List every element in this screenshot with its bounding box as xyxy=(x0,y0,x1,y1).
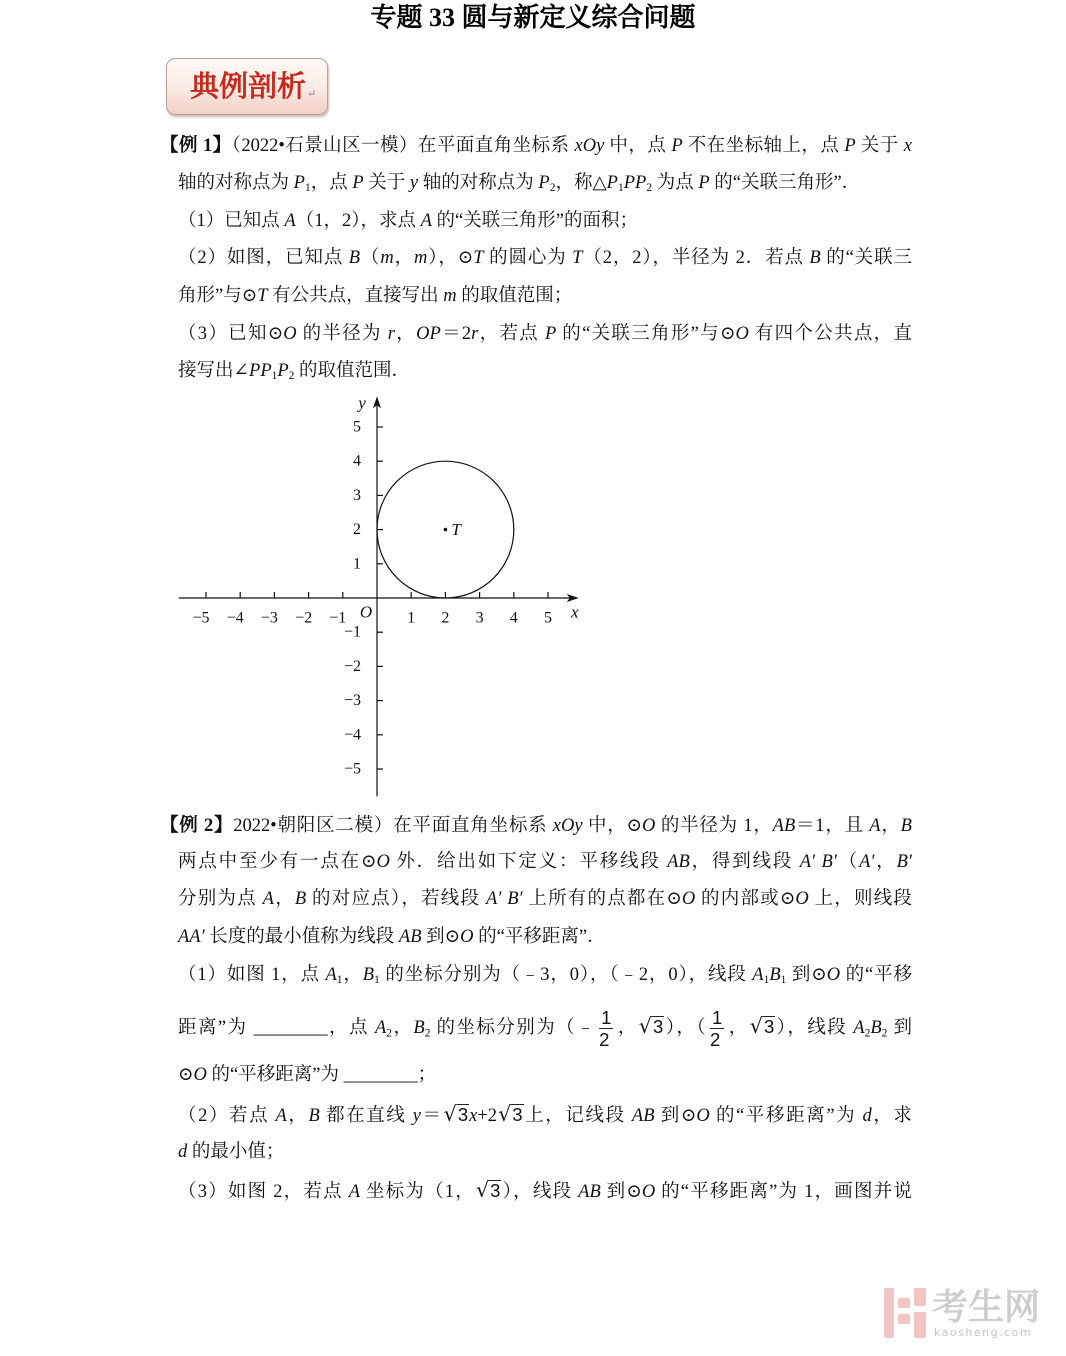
text-run: 的“关联三角形”与⊙ xyxy=(556,324,736,344)
italic-symbol: B xyxy=(809,248,821,268)
origin-label: O xyxy=(359,602,373,622)
text-run: （1，2），求点 xyxy=(295,211,421,231)
text-run: 的最小值； xyxy=(187,1142,285,1162)
italic-symbol: P xyxy=(277,361,289,381)
text-run: 有公共点，直接写出 xyxy=(267,286,444,306)
italic-symbol: A xyxy=(752,965,764,985)
italic-symbol: A xyxy=(420,211,432,231)
text-run: 到⊙ xyxy=(786,965,827,985)
italic-symbol: A xyxy=(348,1182,360,1202)
italic-symbol: y xyxy=(409,173,419,193)
italic-symbol: P xyxy=(545,324,557,344)
text-run: （ xyxy=(836,852,860,872)
text-run: 的“平移距离”为 xyxy=(709,1106,863,1126)
example1-line-1 xyxy=(160,131,912,161)
italic-symbol: y xyxy=(412,1106,421,1126)
text-run: 有四个公共点，直 xyxy=(748,324,912,344)
italic-symbol: B xyxy=(348,248,361,268)
radical-sign: √ xyxy=(638,1014,652,1039)
italic-symbol: T xyxy=(257,286,268,306)
text-run: ），⊙ xyxy=(427,248,474,268)
x-tick-label: 2 xyxy=(441,609,450,627)
text-run: 的“平移 xyxy=(840,965,912,985)
italic-symbol: O xyxy=(826,965,841,985)
text-run: （2）如图，已知点 xyxy=(178,248,349,268)
italic-symbol: P xyxy=(671,136,683,156)
subscript: 2 xyxy=(386,1027,393,1040)
kaosheng-logo-icon xyxy=(884,1288,926,1338)
italic-symbol: r xyxy=(387,324,395,344)
text-run: 分别为点 xyxy=(178,889,263,909)
text-run: 2022•朝阳区二模）在平面直角坐标系 xyxy=(233,816,553,836)
subscript: 1 xyxy=(374,974,380,987)
subscript: 1 xyxy=(304,182,311,195)
example2-line-1 xyxy=(160,811,912,841)
text-run: 的“平移距离”为 xyxy=(206,1065,344,1085)
italic-symbol: PP xyxy=(623,173,647,193)
italic-symbol: xOy xyxy=(552,816,583,836)
watermark-url: kaosheng.com xyxy=(934,1326,1033,1339)
text-run: 两点中至少有一点在⊙ xyxy=(178,852,377,872)
italic-symbol: O xyxy=(460,927,474,947)
radical-sign: √ xyxy=(498,1102,512,1126)
italic-symbol: B xyxy=(900,816,912,836)
radicand: 3 xyxy=(457,1104,469,1125)
text-run: ， xyxy=(727,1018,749,1039)
coordinate-plane-figure xyxy=(170,385,590,810)
text-run: ，称△ xyxy=(555,173,607,193)
italic-symbol: B xyxy=(769,965,781,985)
italic-symbol: P xyxy=(352,173,364,193)
text-run: ， xyxy=(273,889,295,909)
text-run: 角形”与⊙ xyxy=(178,286,258,306)
text-run: 上，则线段 xyxy=(808,889,912,909)
example2-line-2 xyxy=(178,847,912,877)
text-run: 接写出∠ xyxy=(178,361,250,381)
text-run: 的对应点），若线段 xyxy=(306,889,487,909)
italic-symbol: AB xyxy=(772,816,796,836)
subscript: 2 xyxy=(288,370,295,383)
text-run: 关于 xyxy=(363,173,410,193)
italic-symbol: P xyxy=(698,173,710,193)
subscript: 2 xyxy=(549,182,556,195)
italic-symbol: T xyxy=(572,248,583,268)
text-run: 到 xyxy=(887,1018,912,1039)
italic-symbol: O xyxy=(795,889,809,909)
italic-symbol: P xyxy=(293,173,305,193)
italic-symbol: m xyxy=(380,248,394,268)
y-tick-label: −3 xyxy=(343,692,361,710)
y-tick-label: −1 xyxy=(343,623,361,641)
text-run: （3）已知⊙ xyxy=(178,324,284,344)
text-run: 上所有的点都在⊙ xyxy=(522,889,682,909)
italic-symbol: x xyxy=(469,1106,478,1126)
italic-symbol: m xyxy=(413,248,428,268)
italic-symbol: d xyxy=(862,1106,872,1126)
text-run: （2022•石景山区一模）在平面直角坐标系 xyxy=(231,136,575,156)
radical-sign: √ xyxy=(443,1102,457,1126)
text-run: 的“关联三角形”的面积； xyxy=(431,211,638,231)
text-run: （1）已知点 xyxy=(178,211,285,231)
paragraph-mark-icon: ↵ xyxy=(307,88,317,100)
text-run: 的“平移距离”． xyxy=(473,927,606,947)
x-tick-label: 4 xyxy=(509,609,518,627)
example2-question-2-cont xyxy=(178,1137,284,1167)
text-run: 长度的最小值称为线段 xyxy=(204,927,399,947)
italic-symbol: B′ xyxy=(896,852,912,872)
italic-symbol: PP xyxy=(249,361,272,381)
text-run: 的内部或⊙ xyxy=(695,889,796,909)
text-run: 不在坐标轴上，点 xyxy=(682,136,845,156)
italic-symbol: AB xyxy=(578,1182,601,1202)
bold-label: 【例 2】 xyxy=(160,816,234,836)
italic-symbol: AB xyxy=(398,927,422,947)
radical-sign: √ xyxy=(749,1014,763,1039)
italic-symbol: xOy xyxy=(574,136,605,156)
fraction xyxy=(599,1008,613,1050)
radicand: 3 xyxy=(490,1180,501,1201)
logo-icon-block xyxy=(914,1288,926,1306)
text-run: 的半径为 xyxy=(296,324,388,344)
subscript: 1 xyxy=(617,182,624,195)
text-run: 都在直线 xyxy=(319,1106,413,1126)
radicand: 3 xyxy=(512,1104,523,1125)
text-run: （ xyxy=(360,248,381,268)
example2-question-3 xyxy=(178,1175,912,1205)
italic-symbol: AB xyxy=(667,852,690,872)
text-run: （3）如图 2，若点 xyxy=(178,1182,349,1202)
text-run: ， xyxy=(392,1018,414,1039)
text-run: ________ xyxy=(253,1018,328,1039)
subscript: 2 xyxy=(864,1027,871,1040)
radicand: 3 xyxy=(763,1016,775,1038)
italic-symbol: A xyxy=(374,1018,387,1039)
x-tick-label: 3 xyxy=(475,609,484,627)
y-tick-label: 4 xyxy=(353,452,361,470)
y-tick-label: −5 xyxy=(343,760,361,778)
text-run: （1）如图 1，点 xyxy=(178,965,326,985)
x-tick-label: −5 xyxy=(192,609,210,627)
text-run: 坐标为（1， xyxy=(360,1182,475,1202)
text-run: ），线段 xyxy=(775,1018,854,1039)
italic-symbol: x xyxy=(903,136,912,156)
watermark-logo xyxy=(884,1286,1049,1342)
italic-symbol: O xyxy=(735,324,749,344)
x-tick-label: 5 xyxy=(544,609,552,627)
section-badge xyxy=(166,58,328,115)
example1-question-2 xyxy=(178,243,912,273)
radicand: 3 xyxy=(652,1016,664,1038)
subscript: 2 xyxy=(646,182,653,195)
text-run: ＝ xyxy=(420,1106,443,1126)
italic-symbol: A xyxy=(262,889,274,909)
italic-symbol: A′ B′ xyxy=(799,852,837,872)
text-run: ，若点 xyxy=(478,324,546,344)
logo-icon-block xyxy=(914,1312,926,1338)
text-run: 外．给出如下定义：平移线段 xyxy=(389,852,668,872)
text-run: ⊙ xyxy=(178,1065,194,1085)
italic-symbol: AB xyxy=(631,1106,655,1126)
x-tick-label: 1 xyxy=(407,609,416,627)
italic-symbol: P xyxy=(606,173,618,193)
example2-question-1 xyxy=(178,960,912,990)
italic-symbol: O xyxy=(681,889,696,909)
logo-icon-block xyxy=(898,1298,910,1308)
y-tick-label: 1 xyxy=(353,555,361,573)
text-run: 轴的对称点为 xyxy=(418,173,539,193)
text-run: 的“平移距离”为 1，画图并说 xyxy=(655,1182,912,1202)
italic-symbol: r xyxy=(471,324,479,344)
x-tick-label: −1 xyxy=(329,609,347,627)
subscript: 1 xyxy=(271,370,278,383)
example2-line-4 xyxy=(178,922,606,952)
bold-label: 【例 1】 xyxy=(160,136,232,156)
y-tick-label: 2 xyxy=(353,521,361,539)
text-run: 的“关联三角形”． xyxy=(709,173,861,193)
logo-icon-block xyxy=(884,1288,894,1338)
text-run: 到⊙ xyxy=(654,1106,697,1126)
italic-symbol: A xyxy=(275,1106,287,1126)
text-run: ， xyxy=(394,324,417,344)
text-run: 上，记线段 xyxy=(523,1106,632,1126)
example2-question-1-cont xyxy=(178,1007,912,1051)
text-run: ， xyxy=(874,852,897,872)
italic-symbol: B xyxy=(870,1018,882,1039)
center-label-t: T xyxy=(451,520,461,540)
text-run: ， xyxy=(880,816,901,836)
italic-symbol: O xyxy=(641,1182,656,1202)
text-run: 的取值范围． xyxy=(294,361,411,381)
italic-symbol: O xyxy=(283,324,297,344)
italic-symbol: O xyxy=(642,816,656,836)
text-run: ＝2 xyxy=(440,324,472,344)
italic-symbol: A xyxy=(869,816,881,836)
italic-symbol: B xyxy=(294,889,307,909)
text-run: （2，2），半径为 2．若点 xyxy=(582,248,810,268)
example2-question-2 xyxy=(178,1099,912,1129)
fraction-denominator: 2 xyxy=(599,1029,610,1051)
fraction xyxy=(710,1008,724,1050)
text-run: 中，⊙ xyxy=(582,816,643,836)
text-run: 为点 xyxy=(652,173,699,193)
text-run: ________ xyxy=(343,1065,418,1085)
x-tick-label: −2 xyxy=(295,609,313,627)
text-run: ，求 xyxy=(871,1106,912,1126)
fraction-numerator: 1 xyxy=(712,1007,723,1028)
italic-symbol: A xyxy=(853,1018,865,1039)
watermark-name: 考生网 xyxy=(932,1287,1041,1328)
text-run: 的坐标分别为（﹣ xyxy=(430,1018,597,1039)
text-run: ），（ xyxy=(664,1018,708,1039)
fraction-denominator: 2 xyxy=(710,1029,721,1051)
center-point-t xyxy=(444,528,448,532)
text-run: 距离”为 xyxy=(178,1018,254,1039)
text-run: 轴的对称点为 xyxy=(178,173,294,193)
italic-symbol: B xyxy=(362,965,375,985)
text-run: ，点 xyxy=(327,1018,375,1039)
text-run: ， xyxy=(342,965,363,985)
example1-line-2 xyxy=(178,168,860,198)
text-run: ＝1，且 xyxy=(795,816,870,836)
italic-symbol: AA′ xyxy=(178,927,205,947)
x-tick-label: −4 xyxy=(226,609,244,627)
text-run: ； xyxy=(417,1065,437,1085)
x-tick-label: −3 xyxy=(260,609,278,627)
x-axis-label: x xyxy=(571,602,579,622)
section-badge-label: 典例剖析 xyxy=(190,71,307,103)
subscript: 1 xyxy=(780,974,787,987)
text-run: ，点 xyxy=(310,173,353,193)
example1-question-1 xyxy=(178,206,638,236)
text-run: 的半径为 1， xyxy=(655,816,773,836)
y-tick-label: −2 xyxy=(343,657,361,675)
italic-symbol: O xyxy=(193,1065,207,1085)
text-run: ），线段 xyxy=(501,1182,579,1202)
text-run: ， xyxy=(616,1018,638,1039)
example1-question-3-cont xyxy=(178,356,410,386)
y-axis-label: y xyxy=(358,393,366,413)
italic-symbol: A′ xyxy=(859,852,875,872)
italic-symbol: m xyxy=(443,286,457,306)
example1-question-2-cont xyxy=(178,281,572,311)
radical-sign: √ xyxy=(475,1178,490,1202)
subscript: 2 xyxy=(424,1027,431,1040)
italic-symbol: A xyxy=(325,965,337,985)
fraction-numerator: 1 xyxy=(601,1007,612,1028)
text-run: 到⊙ xyxy=(421,927,461,947)
text-run: 的“关联三 xyxy=(820,248,912,268)
italic-symbol: B xyxy=(413,1018,425,1039)
y-tick-label: 5 xyxy=(353,418,361,436)
text-run: 的坐标分别为（﹣3，0），（﹣2，0），线段 xyxy=(379,965,753,985)
italic-symbol: A xyxy=(284,211,296,231)
italic-symbol: O xyxy=(376,852,390,872)
italic-symbol: O xyxy=(696,1106,710,1126)
logo-icon-block xyxy=(898,1314,910,1324)
text-run: 关于 xyxy=(855,136,904,156)
italic-symbol: T xyxy=(473,248,484,268)
italic-symbol: B xyxy=(308,1106,320,1126)
y-tick-label: −4 xyxy=(343,726,361,744)
text-run: 中，点 xyxy=(604,136,672,156)
text-run: 的圆心为 xyxy=(483,248,573,268)
page-title: 专题 33 圆与新定义综合问题 xyxy=(370,3,696,32)
italic-symbol: d xyxy=(178,1142,188,1162)
y-tick-label: 3 xyxy=(353,486,361,504)
subscript: 2 xyxy=(881,1027,888,1040)
text-run: ，得到线段 xyxy=(689,852,800,872)
subscript: 1 xyxy=(763,974,770,987)
text-run: ， xyxy=(286,1106,309,1126)
example2-line-3 xyxy=(178,884,912,914)
text-run: 到⊙ xyxy=(600,1182,642,1202)
text-run: +2 xyxy=(477,1106,498,1126)
example2-question-1-end xyxy=(178,1060,436,1090)
text-run: ， xyxy=(393,248,414,268)
italic-symbol: A′ B′ xyxy=(486,889,523,909)
italic-symbol: P xyxy=(538,173,550,193)
example1-question-3 xyxy=(178,319,912,349)
subscript: 1 xyxy=(336,974,343,987)
italic-symbol: P xyxy=(844,136,856,156)
text-run: （2）若点 xyxy=(178,1106,276,1126)
text-run: 的取值范围； xyxy=(456,286,573,306)
italic-symbol: OP xyxy=(416,324,441,344)
